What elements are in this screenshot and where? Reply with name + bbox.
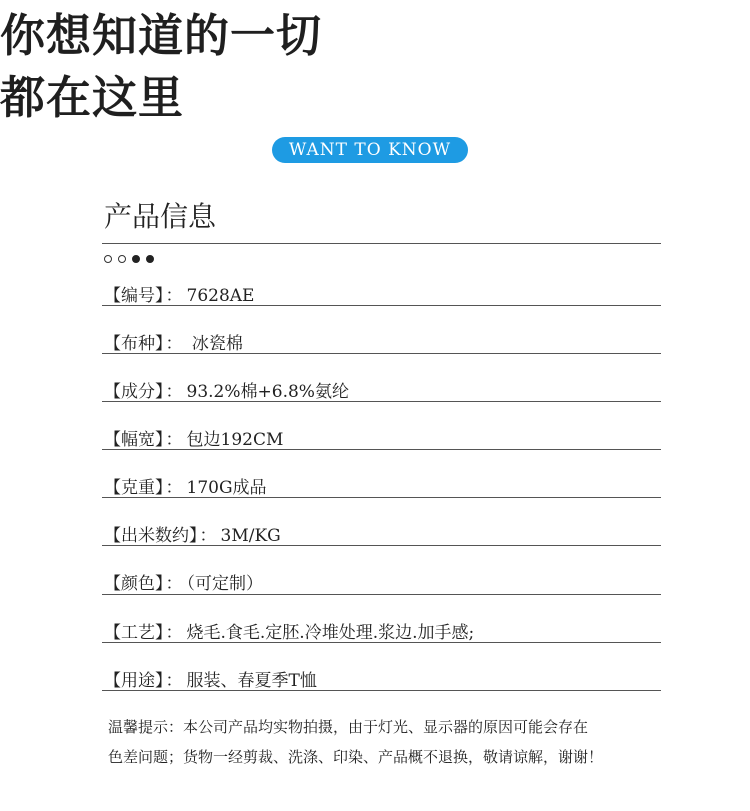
- dot-filled-icon: [146, 255, 154, 263]
- spec-value: 服装、春夏季T恤: [186, 671, 317, 691]
- spec-separator: ：: [165, 574, 183, 594]
- spec-row-rule: [102, 305, 661, 306]
- spec-row-color: [104, 572, 660, 596]
- spec-value: 烧毛.食毛.定胚.冷堆处理.浆边.加手感;: [186, 623, 475, 643]
- spec-value: 冰瓷棉: [186, 334, 243, 354]
- spec-separator: ：: [165, 671, 183, 691]
- notice-line-2: 色差问题；货物一经剪裁、洗涤、印染、产品概不退换，敬请谅解，谢谢！: [108, 748, 604, 766]
- spec-row-rule: [102, 690, 661, 691]
- decorative-dots: [104, 253, 154, 265]
- spec-label: 【工艺】: [104, 623, 164, 643]
- spec-separator: ：: [165, 382, 183, 402]
- spec-row-rule: [102, 545, 661, 546]
- spec-separator: ：: [199, 526, 217, 546]
- hero-title-line-2: 都在这里: [0, 71, 185, 124]
- spec-value: 170G成品: [186, 478, 267, 498]
- spec-label: 【编号】: [104, 286, 164, 306]
- spec-separator: ：: [165, 430, 183, 450]
- dot-filled-icon: [132, 255, 140, 263]
- spec-label: 【出米数约】: [104, 526, 198, 546]
- spec-label: 【幅宽】: [104, 430, 164, 450]
- spec-label: 【颜色】: [104, 574, 164, 594]
- spec-value: 93.2%棉+6.8%氨纶: [186, 382, 349, 402]
- spec-row-rule: [102, 449, 661, 450]
- spec-separator: ：: [165, 623, 183, 643]
- spec-separator: ：: [165, 334, 183, 354]
- want-to-know-badge: WANT TO KNOW: [272, 137, 468, 163]
- section-title: 产品信息: [104, 200, 217, 233]
- spec-value: 7628AE: [186, 286, 255, 306]
- spec-label: 【成分】: [104, 382, 164, 402]
- spec-separator: ：: [165, 286, 183, 306]
- dot-hollow-icon: [104, 255, 112, 263]
- spec-label: 【用途】: [104, 671, 164, 691]
- spec-label: 【布种】: [104, 334, 164, 354]
- dot-hollow-icon: [118, 255, 126, 263]
- spec-value: （可定制）: [186, 574, 263, 594]
- spec-separator: ：: [165, 478, 183, 498]
- spec-row-rule: [102, 642, 661, 643]
- spec-row-rule: [102, 353, 661, 354]
- hero-title-line-1: 你想知道的一切: [0, 9, 323, 62]
- notice-line-1: 温馨提示：本公司产品均实物拍摄，由于灯光、显示器的原因可能会存在: [108, 718, 589, 736]
- spec-label: 【克重】: [104, 478, 164, 498]
- spec-row-rule: [102, 497, 661, 498]
- section-title-rule: [102, 243, 661, 244]
- spec-row-rule: [102, 401, 661, 402]
- spec-value: 包边192CM: [186, 430, 284, 450]
- spec-row-rule: [102, 594, 661, 595]
- spec-value: 3M/KG: [220, 526, 281, 546]
